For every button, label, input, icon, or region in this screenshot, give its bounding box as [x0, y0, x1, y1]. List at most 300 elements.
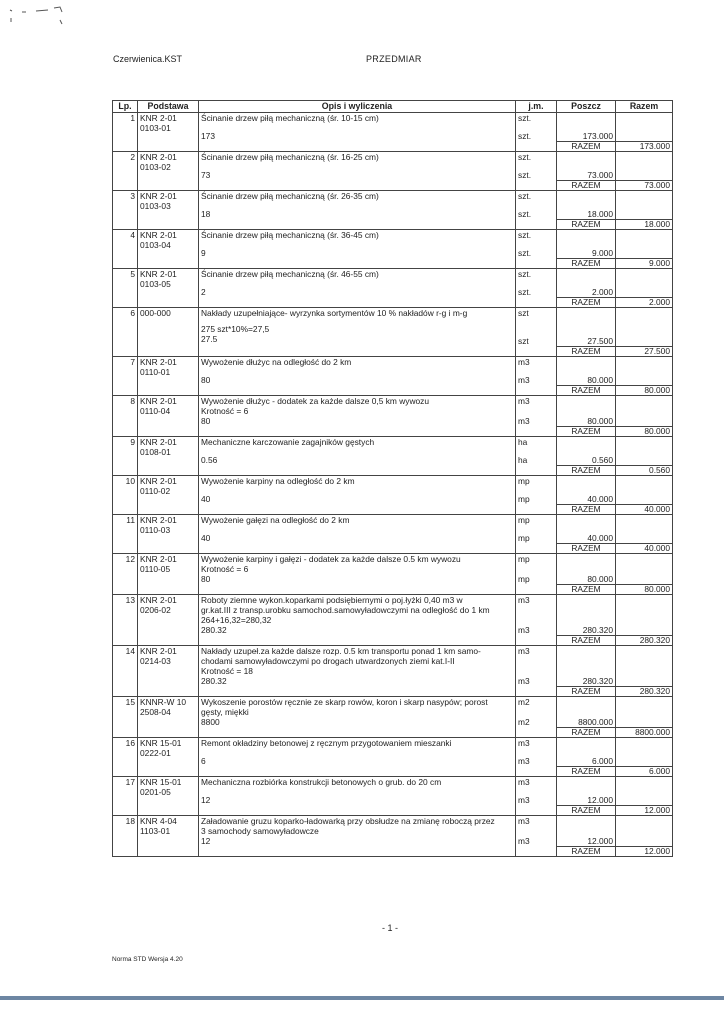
item-opis	[199, 152, 516, 181]
item-basis	[138, 396, 199, 427]
item-lp: 9	[113, 437, 138, 466]
item-unit-repeat: m3	[518, 756, 530, 766]
item-basis	[138, 357, 199, 386]
item-unit: mp	[518, 476, 530, 486]
item-opis	[199, 515, 516, 544]
item-basis	[138, 697, 199, 728]
item-unit-repeat: szt.	[518, 131, 532, 141]
razem-empty	[138, 544, 199, 554]
razem-label: RAZEM	[557, 687, 616, 697]
item-poszcz-cell	[557, 113, 616, 142]
item-calculation: 0.56	[201, 455, 218, 465]
item-opis	[199, 113, 516, 142]
item-basis	[138, 738, 199, 767]
item-unit: m2	[518, 697, 530, 707]
razem-value: 9.000	[616, 259, 673, 269]
razem-label: RAZEM	[557, 427, 616, 437]
item-opis	[199, 437, 516, 466]
razem-label: RAZEM	[557, 181, 616, 191]
item-opis	[199, 191, 516, 220]
razem-row	[113, 347, 673, 357]
item-poszcz-cell	[557, 396, 616, 427]
item-description: Wykoszenie porostów ręcznie ze skarp rowów, koron i skarp nasypów; porost	[201, 697, 488, 707]
table-row	[113, 595, 673, 636]
razem-empty	[516, 806, 557, 816]
basis-catalog: KNR 2-01	[140, 191, 177, 201]
razem-row	[113, 767, 673, 777]
item-calculation: 40	[201, 533, 211, 543]
razem-empty	[138, 466, 199, 476]
razem-empty	[113, 220, 138, 230]
basis-code: 0110-02	[140, 486, 171, 496]
razem-row	[113, 427, 673, 437]
item-unit-cell	[516, 595, 557, 636]
item-lp: 3	[113, 191, 138, 220]
item-poszcz-cell	[557, 476, 616, 505]
razem-label: RAZEM	[557, 636, 616, 646]
item-poszcz-cell	[557, 697, 616, 728]
item-unit-repeat: szt.	[518, 287, 532, 297]
razem-empty	[138, 347, 199, 357]
razem-row	[113, 585, 673, 595]
razem-empty	[516, 259, 557, 269]
item-unit-repeat: szt.	[518, 170, 532, 180]
razem-empty	[199, 687, 516, 697]
table-row	[113, 357, 673, 386]
item-unit-cell	[516, 357, 557, 386]
item-unit-cell	[516, 230, 557, 259]
item-quantity: 12.000	[587, 836, 613, 846]
item-calculation: 2	[201, 287, 206, 297]
item-unit: szt	[518, 308, 529, 318]
item-lp: 1	[113, 113, 138, 142]
razem-label: RAZEM	[557, 386, 616, 396]
item-lp: 10	[113, 476, 138, 505]
item-basis	[138, 113, 199, 142]
item-calculation: 80	[201, 416, 211, 426]
razem-empty	[199, 767, 516, 777]
razem-empty	[113, 466, 138, 476]
item-unit-repeat: m2	[518, 717, 530, 727]
basis-catalog: KNR 2-01	[140, 437, 177, 447]
item-razem-cell	[616, 269, 673, 298]
item-poszcz-cell	[557, 646, 616, 687]
razem-empty	[113, 585, 138, 595]
item-basis	[138, 777, 199, 806]
item-poszcz-cell	[557, 191, 616, 220]
item-calculation: 9	[201, 248, 206, 258]
basis-code: 0103-03	[140, 201, 171, 211]
item-unit: m3	[518, 738, 530, 748]
razem-empty	[113, 298, 138, 308]
item-unit-cell	[516, 191, 557, 220]
razem-empty	[516, 505, 557, 515]
razem-empty	[516, 466, 557, 476]
item-basis	[138, 269, 199, 298]
razem-empty	[516, 181, 557, 191]
razem-empty	[138, 220, 199, 230]
item-basis	[138, 191, 199, 220]
table-row	[113, 738, 673, 767]
item-unit-repeat: m3	[518, 375, 530, 385]
item-description: chodami samowyładowczymi po drogach utwardzonych ziemi kat.I-II	[201, 656, 455, 666]
razem-label: RAZEM	[557, 505, 616, 515]
item-lp: 15	[113, 697, 138, 728]
item-quantity: 73.000	[587, 170, 613, 180]
razem-value: 18.000	[616, 220, 673, 230]
razem-row	[113, 687, 673, 697]
item-poszcz-cell	[557, 515, 616, 544]
item-unit-cell	[516, 646, 557, 687]
razem-empty	[113, 806, 138, 816]
razem-empty	[113, 181, 138, 191]
basis-code: 0206-02	[140, 605, 171, 615]
item-lp: 14	[113, 646, 138, 687]
item-basis	[138, 437, 199, 466]
razem-empty	[516, 386, 557, 396]
item-unit: m3	[518, 595, 530, 605]
table-row	[113, 515, 673, 544]
item-lp: 18	[113, 816, 138, 847]
razem-empty	[199, 181, 516, 191]
razem-empty	[138, 687, 199, 697]
item-basis	[138, 816, 199, 847]
item-unit: m3	[518, 396, 530, 406]
item-quantity: 80.000	[587, 574, 613, 584]
razem-empty	[199, 259, 516, 269]
item-unit-repeat: mp	[518, 574, 530, 584]
item-unit-repeat: szt.	[518, 209, 532, 219]
razem-value: 80.000	[616, 427, 673, 437]
razem-row	[113, 847, 673, 857]
razem-empty	[516, 767, 557, 777]
razem-empty	[138, 767, 199, 777]
item-calculation: 80	[201, 574, 211, 584]
razem-empty	[199, 544, 516, 554]
basis-catalog: KNR 2-01	[140, 595, 177, 605]
razem-empty	[113, 767, 138, 777]
item-quantity: 280.320	[582, 625, 613, 635]
razem-row	[113, 806, 673, 816]
page-number: - 1 -	[382, 923, 399, 933]
item-razem-cell	[616, 554, 673, 585]
item-lp: 5	[113, 269, 138, 298]
razem-row	[113, 505, 673, 515]
razem-empty	[113, 347, 138, 357]
item-unit: szt.	[518, 113, 532, 123]
item-basis	[138, 646, 199, 687]
item-razem-cell	[616, 191, 673, 220]
file-name: Czerwienica.KST	[113, 54, 183, 64]
razem-empty	[199, 847, 516, 857]
razem-label: RAZEM	[557, 544, 616, 554]
item-quantity: 0.560	[592, 455, 613, 465]
item-calculation: 8800	[201, 717, 220, 727]
scan-edge	[0, 996, 724, 1000]
razem-row	[113, 636, 673, 646]
razem-empty	[113, 636, 138, 646]
razem-empty	[516, 347, 557, 357]
scan-marks	[8, 4, 68, 26]
item-description: Ścinanie drzew piłą mechaniczną (śr. 16-25 cm)	[201, 152, 379, 162]
item-unit-repeat: szt.	[518, 248, 532, 258]
razem-empty	[113, 544, 138, 554]
razem-label: RAZEM	[557, 347, 616, 357]
item-unit-cell	[516, 437, 557, 466]
razem-value: 8800.000	[616, 728, 673, 738]
razem-empty	[138, 728, 199, 738]
item-quantity: 80.000	[587, 375, 613, 385]
item-unit-cell	[516, 697, 557, 728]
item-description: Mechaniczna rozbiórka konstrukcji betonowych o grub. do 20 cm	[201, 777, 442, 787]
item-unit-cell	[516, 554, 557, 585]
item-description: Krotność = 6	[201, 406, 249, 416]
item-description: Ścinanie drzew piłą mechaniczną (śr. 36-45 cm)	[201, 230, 379, 240]
razem-value: 6.000	[616, 767, 673, 777]
basis-code: 0103-01	[140, 123, 171, 133]
razem-empty	[113, 847, 138, 857]
basis-code: 0201-05	[140, 787, 171, 797]
razem-value: 73.000	[616, 181, 673, 191]
basis-code: 0110-01	[140, 367, 171, 377]
razem-empty	[516, 220, 557, 230]
item-razem-cell	[616, 357, 673, 386]
razem-empty	[199, 585, 516, 595]
razem-value: 12.000	[616, 847, 673, 857]
item-unit: szt.	[518, 230, 532, 240]
razem-label: RAZEM	[557, 259, 616, 269]
table-row	[113, 646, 673, 687]
item-quantity: 8800.000	[578, 717, 613, 727]
razem-empty	[199, 386, 516, 396]
item-description: Wywożenie dłużyc - dodatek za każde dalsze 0,5 km wywozu	[201, 396, 430, 406]
item-poszcz-cell	[557, 777, 616, 806]
item-quantity: 2.000	[592, 287, 613, 297]
item-unit-cell	[516, 738, 557, 767]
razem-value: 12.000	[616, 806, 673, 816]
basis-catalog: KNR 2-01	[140, 230, 177, 240]
item-razem-cell	[616, 230, 673, 259]
table-row	[113, 191, 673, 220]
item-razem-cell	[616, 646, 673, 687]
basis-catalog: KNR 2-01	[140, 152, 177, 162]
razem-empty	[516, 687, 557, 697]
item-description: gęsty, miękki	[201, 707, 249, 717]
item-calculation: 275 szt*10%=27,5	[201, 324, 270, 334]
razem-empty	[138, 181, 199, 191]
item-description: Krotność = 18	[201, 666, 253, 676]
basis-catalog: KNR 2-01	[140, 476, 177, 486]
item-unit: m3	[518, 777, 530, 787]
razem-empty	[138, 636, 199, 646]
basis-code: 1103-01	[140, 826, 171, 836]
item-description: Roboty ziemne wykon.koparkami podsiębiernymi o poj.łyżki 0,40 m3 w	[201, 595, 463, 605]
item-razem-cell	[616, 738, 673, 767]
col-podstawa: Podstawa	[138, 101, 199, 113]
razem-value: 80.000	[616, 386, 673, 396]
item-calculation: 173	[201, 131, 215, 141]
razem-value: 173.000	[616, 142, 673, 152]
item-calculation: 80	[201, 375, 211, 385]
razem-value: 280.320	[616, 636, 673, 646]
item-description: Wywożenie karpiny na odległość do 2 km	[201, 476, 355, 486]
item-razem-cell	[616, 515, 673, 544]
item-calculation: 27.5	[201, 334, 218, 344]
item-quantity: 27.500	[587, 336, 613, 346]
table-row	[113, 476, 673, 505]
razem-empty	[199, 806, 516, 816]
basis-code: 0222-01	[140, 748, 171, 758]
item-unit-repeat: ha	[518, 455, 528, 465]
item-calculation: 73	[201, 170, 211, 180]
item-opis	[199, 230, 516, 259]
item-lp: 7	[113, 357, 138, 386]
razem-row	[113, 466, 673, 476]
item-razem-cell	[616, 595, 673, 636]
item-unit-repeat: m3	[518, 625, 530, 635]
razem-empty	[516, 847, 557, 857]
table-row	[113, 230, 673, 259]
item-calculation: 12	[201, 836, 211, 846]
basis-catalog: KNR 2-01	[140, 554, 177, 564]
razem-empty	[516, 728, 557, 738]
item-razem-cell	[616, 308, 673, 347]
item-calculation: 280.32	[201, 625, 227, 635]
razem-value: 2.000	[616, 298, 673, 308]
razem-row	[113, 142, 673, 152]
item-description: Remont okładziny betonowej z ręcznym przygotowaniem mieszanki	[201, 738, 452, 748]
item-quantity: 9.000	[592, 248, 613, 258]
item-description: Wywożenie gałęzi na odległość do 2 km	[201, 515, 350, 525]
item-basis	[138, 595, 199, 636]
basis-catalog: KNR 2-01	[140, 515, 177, 525]
razem-empty	[199, 427, 516, 437]
item-razem-cell	[616, 396, 673, 427]
razem-row	[113, 298, 673, 308]
razem-label: RAZEM	[557, 767, 616, 777]
razem-empty	[138, 142, 199, 152]
item-razem-cell	[616, 777, 673, 806]
item-basis	[138, 554, 199, 585]
item-quantity: 18.000	[587, 209, 613, 219]
item-opis	[199, 646, 516, 687]
razem-empty	[199, 298, 516, 308]
razem-row	[113, 544, 673, 554]
item-unit-repeat: mp	[518, 533, 530, 543]
item-description: Nakłady uzupeł.za każde dalsze rozp. 0.5 km transportu ponad 1 km samo-	[201, 646, 481, 656]
basis-catalog: KNR 2-01	[140, 396, 177, 406]
item-calculation: 280.32	[201, 676, 227, 686]
item-description: 3 samochody samowyładowcze	[201, 826, 319, 836]
item-unit-cell	[516, 515, 557, 544]
item-description: Mechaniczne karczowanie zagajników gęstych	[201, 437, 375, 447]
item-lp: 17	[113, 777, 138, 806]
table-row	[113, 269, 673, 298]
razem-empty	[199, 347, 516, 357]
razem-label: RAZEM	[557, 585, 616, 595]
item-unit-repeat: szt	[518, 336, 529, 346]
item-basis	[138, 515, 199, 544]
razem-empty	[138, 427, 199, 437]
table-row	[113, 697, 673, 728]
item-unit: m3	[518, 816, 530, 826]
item-description: Ścinanie drzew piłą mechaniczną (śr. 46-55 cm)	[201, 269, 379, 279]
item-unit-cell	[516, 152, 557, 181]
table-row	[113, 113, 673, 142]
basis-catalog: KNR 4-04	[140, 816, 177, 826]
table-row	[113, 396, 673, 427]
item-description: Krotność = 6	[201, 564, 249, 574]
item-unit-cell	[516, 476, 557, 505]
item-quantity: 40.000	[587, 533, 613, 543]
item-unit-cell	[516, 308, 557, 347]
item-poszcz-cell	[557, 230, 616, 259]
table-header	[113, 101, 673, 113]
razem-row	[113, 220, 673, 230]
item-poszcz-cell	[557, 554, 616, 585]
basis-catalog: KNR 2-01	[140, 113, 177, 123]
razem-row	[113, 259, 673, 269]
item-basis	[138, 476, 199, 505]
item-poszcz-cell	[557, 152, 616, 181]
item-opis	[199, 595, 516, 636]
basis-catalog: KNNR-W 10	[140, 697, 187, 707]
item-opis	[199, 357, 516, 386]
razem-empty	[138, 298, 199, 308]
item-description: Załadowanie gruzu koparko-ładowarką przy obsłudze na zmianę roboczą przez	[201, 816, 495, 826]
item-lp: 11	[113, 515, 138, 544]
item-unit: ha	[518, 437, 528, 447]
item-description: Wywożenie dłużyc na odległość do 2 km	[201, 357, 352, 367]
item-poszcz-cell	[557, 595, 616, 636]
razem-row	[113, 728, 673, 738]
item-unit: szt.	[518, 152, 532, 162]
razem-value: 80.000	[616, 585, 673, 595]
basis-catalog: KNR 15-01	[140, 777, 182, 787]
basis-catalog: KNR 2-01	[140, 269, 177, 279]
item-quantity: 80.000	[587, 416, 613, 426]
razem-empty	[199, 728, 516, 738]
item-description: Nakłady uzupełniające- wyrzynka sortymentów 10 % nakładów r-g i m-g	[201, 308, 468, 318]
item-basis	[138, 308, 199, 347]
item-poszcz-cell	[557, 738, 616, 767]
razem-value: 40.000	[616, 544, 673, 554]
item-basis	[138, 152, 199, 181]
razem-value: 0.560	[616, 466, 673, 476]
basis-code: 0108-01	[140, 447, 171, 457]
razem-row	[113, 386, 673, 396]
item-opis	[199, 476, 516, 505]
item-razem-cell	[616, 113, 673, 142]
item-opis	[199, 308, 516, 347]
razem-empty	[113, 142, 138, 152]
item-unit: m3	[518, 646, 530, 656]
item-unit-cell	[516, 816, 557, 847]
table-row	[113, 777, 673, 806]
razem-empty	[199, 142, 516, 152]
razem-empty	[138, 386, 199, 396]
item-calculation: 18	[201, 209, 211, 219]
item-calculation: 6	[201, 756, 206, 766]
item-poszcz-cell	[557, 269, 616, 298]
col-lp: Lp.	[113, 101, 138, 113]
item-lp: 13	[113, 595, 138, 636]
item-calculation: 12	[201, 795, 211, 805]
item-opis	[199, 816, 516, 847]
item-lp: 16	[113, 738, 138, 767]
item-basis	[138, 230, 199, 259]
basis-catalog: 000-000	[140, 308, 171, 318]
